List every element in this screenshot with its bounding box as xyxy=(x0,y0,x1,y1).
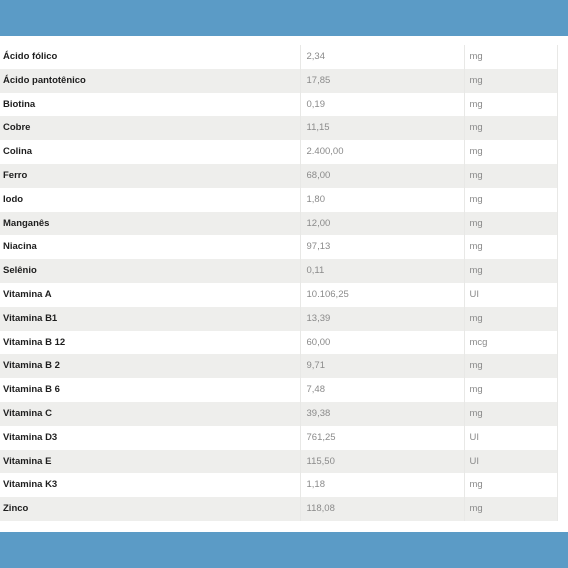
nutrient-unit-cell: mg xyxy=(464,188,557,212)
nutrient-name-cell: Ferro xyxy=(0,164,300,188)
table-row xyxy=(0,188,557,212)
nutrient-name-cell: Vitamina B 2 xyxy=(0,354,300,378)
table-row xyxy=(0,164,557,188)
nutrient-value-cell: 12,00 xyxy=(300,212,464,236)
nutrient-value-cell: 60,00 xyxy=(300,331,464,355)
table-row xyxy=(0,235,557,259)
nutrient-value-cell: 0,11 xyxy=(300,259,464,283)
nutrient-name-cell: Ácido fólico xyxy=(0,45,300,69)
nutrient-value-cell: 115,50 xyxy=(300,450,464,474)
nutrient-unit-cell: mg xyxy=(464,259,557,283)
nutrient-name-cell: Vitamina D3 xyxy=(0,426,300,450)
nutrient-value-cell: 9,71 xyxy=(300,354,464,378)
nutrient-value-cell: 17,85 xyxy=(300,69,464,93)
nutrient-unit-cell: mcg xyxy=(464,331,557,355)
nutrient-value-cell: 39,38 xyxy=(300,402,464,426)
nutrient-unit-cell: mg xyxy=(464,140,557,164)
table-row xyxy=(0,331,557,355)
table-row xyxy=(0,497,557,521)
nutrient-value-cell: 7,48 xyxy=(300,378,464,402)
table-row xyxy=(0,450,557,474)
nutrient-name-cell: Manganês xyxy=(0,212,300,236)
nutrient-value-cell: 118,08 xyxy=(300,497,464,521)
nutrient-unit-cell: mg xyxy=(464,354,557,378)
nutrient-unit-cell: UI xyxy=(464,283,557,307)
nutrient-unit-cell: mg xyxy=(464,473,557,497)
nutrient-unit-cell: mg xyxy=(464,164,557,188)
nutrient-table xyxy=(0,45,558,521)
table-row xyxy=(0,283,557,307)
table-row xyxy=(0,354,557,378)
table-row xyxy=(0,259,557,283)
nutrient-name-cell: Vitamina E xyxy=(0,450,300,474)
nutrient-name-cell: Selênio xyxy=(0,259,300,283)
nutrient-unit-cell: mg xyxy=(464,235,557,259)
nutrient-name-cell: Vitamina B 12 xyxy=(0,331,300,355)
nutrient-value-cell: 0,19 xyxy=(300,93,464,117)
nutrient-name-cell: Zinco xyxy=(0,497,300,521)
nutrient-name-cell: Vitamina C xyxy=(0,402,300,426)
nutrient-name-cell: Cobre xyxy=(0,116,300,140)
nutrient-value-cell: 1,18 xyxy=(300,473,464,497)
table-row xyxy=(0,45,557,69)
nutrient-value-cell: 68,00 xyxy=(300,164,464,188)
nutrient-value-cell: 761,25 xyxy=(300,426,464,450)
nutrient-name-cell: Vitamina K3 xyxy=(0,473,300,497)
nutrient-name-cell: Niacina xyxy=(0,235,300,259)
nutrient-name-cell: Iodo xyxy=(0,188,300,212)
table-row xyxy=(0,307,557,331)
table-row xyxy=(0,473,557,497)
table-row xyxy=(0,378,557,402)
table-row xyxy=(0,402,557,426)
nutrient-value-cell: 10.106,25 xyxy=(300,283,464,307)
nutrient-unit-cell: mg xyxy=(464,307,557,331)
nutrient-unit-cell: mg xyxy=(464,116,557,140)
nutrient-value-cell: 11,15 xyxy=(300,116,464,140)
table-row xyxy=(0,116,557,140)
nutrient-unit-cell: mg xyxy=(464,378,557,402)
nutrient-name-cell: Ácido pantotênico xyxy=(0,69,300,93)
table-row xyxy=(0,426,557,450)
nutrient-name-cell: Colina xyxy=(0,140,300,164)
table-row xyxy=(0,140,557,164)
nutrient-unit-cell: mg xyxy=(464,93,557,117)
nutrient-unit-cell: UI xyxy=(464,450,557,474)
nutrient-unit-cell: mg xyxy=(464,497,557,521)
nutrient-unit-cell: mg xyxy=(464,45,557,69)
nutrient-table-body xyxy=(0,45,557,521)
nutrient-value-cell: 2.400,00 xyxy=(300,140,464,164)
nutrient-name-cell: Vitamina A xyxy=(0,283,300,307)
table-row xyxy=(0,69,557,93)
nutrient-unit-cell: UI xyxy=(464,426,557,450)
nutrient-value-cell: 2,34 xyxy=(300,45,464,69)
bottom-banner xyxy=(0,532,568,568)
nutrient-unit-cell: mg xyxy=(464,69,557,93)
top-banner xyxy=(0,0,568,36)
table-row xyxy=(0,212,557,236)
nutrient-value-cell: 97,13 xyxy=(300,235,464,259)
nutrient-value-cell: 13,39 xyxy=(300,307,464,331)
nutrient-name-cell: Vitamina B1 xyxy=(0,307,300,331)
nutrient-table-section xyxy=(0,36,568,532)
table-row xyxy=(0,93,557,117)
nutrient-value-cell: 1,80 xyxy=(300,188,464,212)
nutrient-name-cell: Biotina xyxy=(0,93,300,117)
nutrient-name-cell: Vitamina B 6 xyxy=(0,378,300,402)
nutrient-unit-cell: mg xyxy=(464,402,557,426)
nutrient-unit-cell: mg xyxy=(464,212,557,236)
